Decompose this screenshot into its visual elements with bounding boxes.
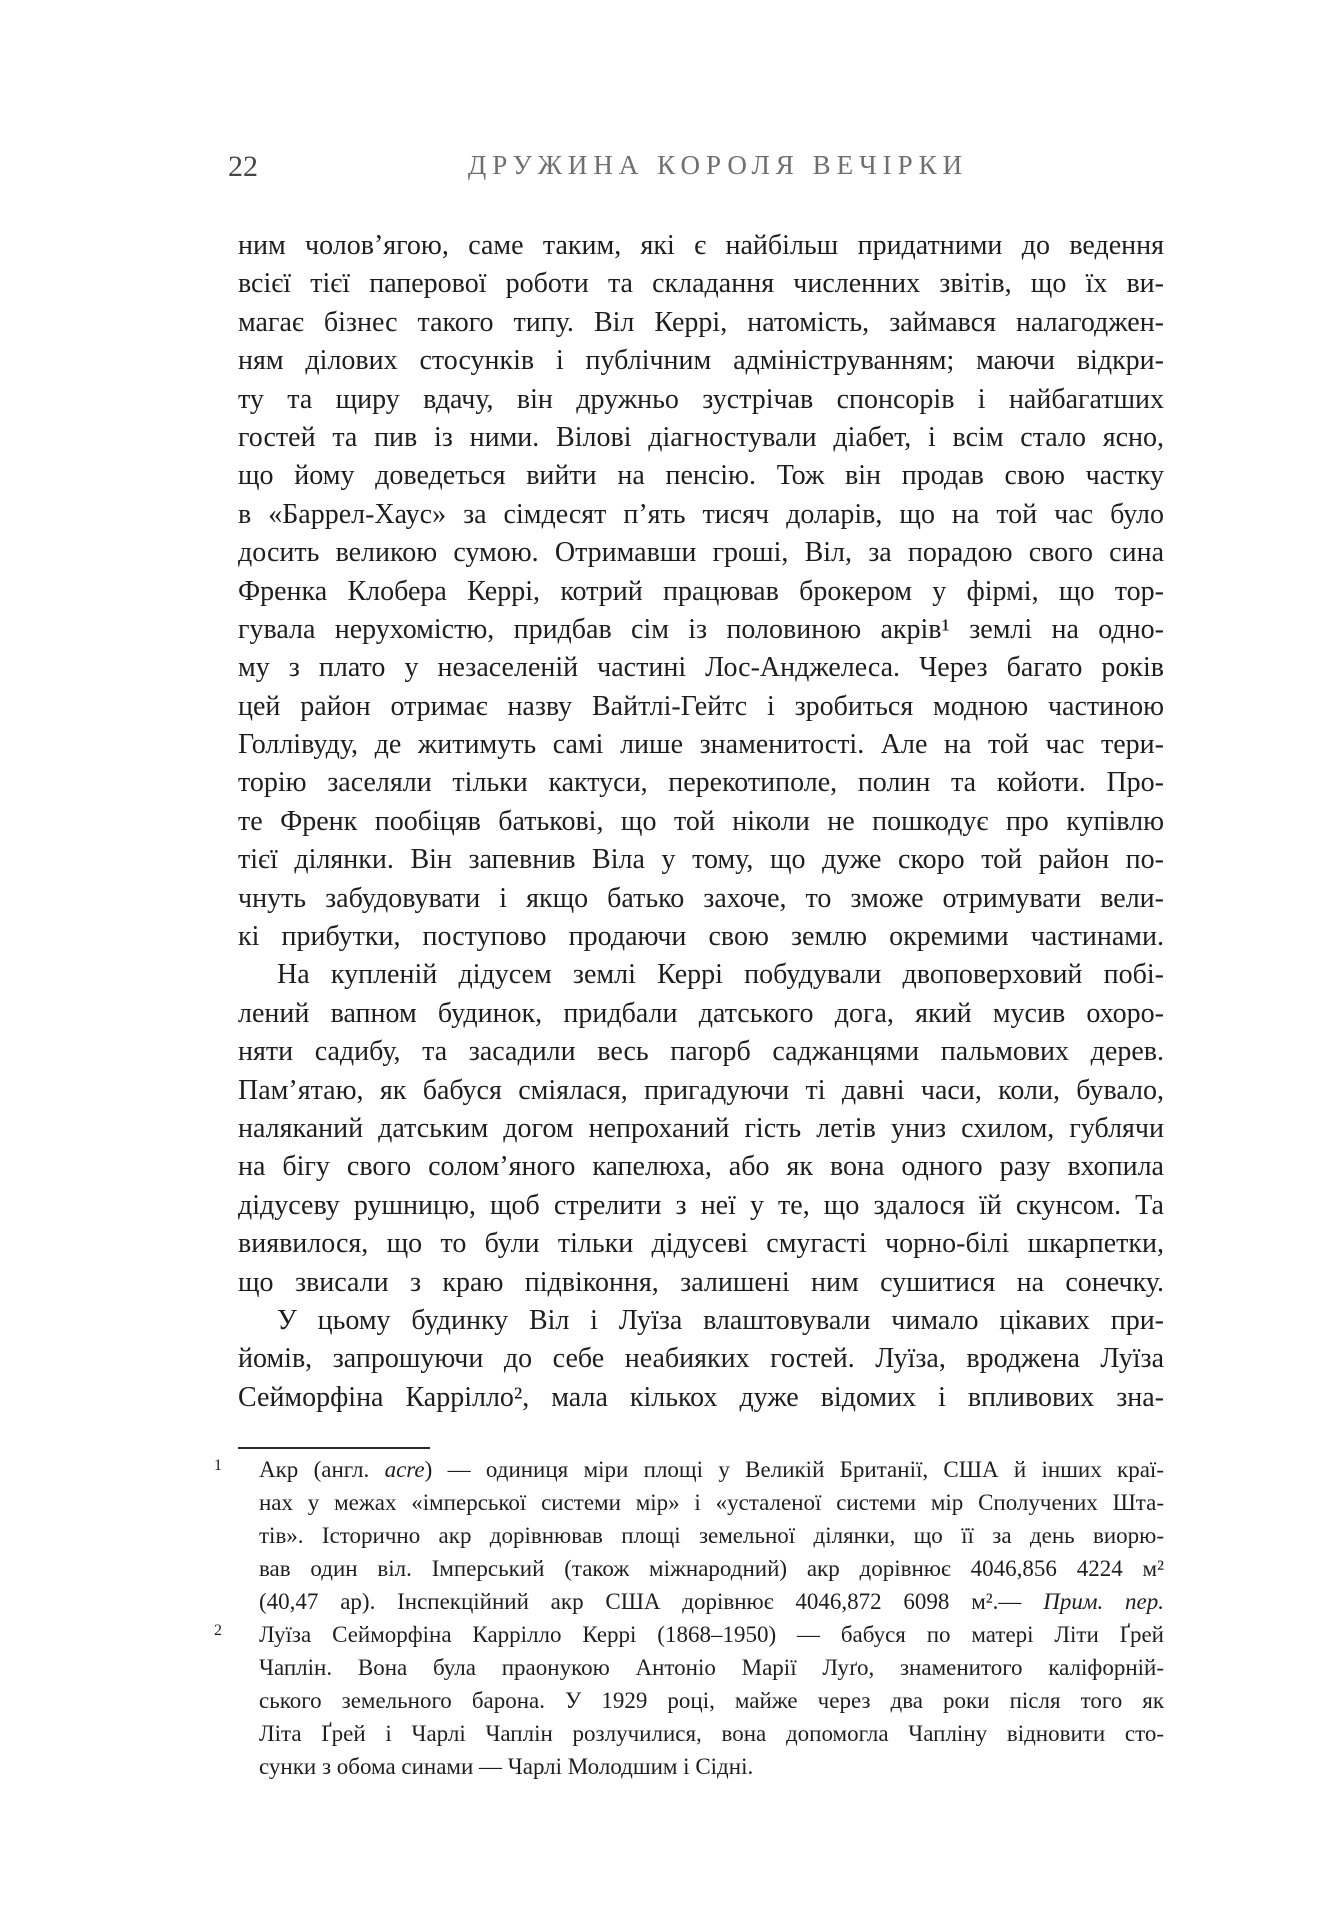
body-text-line: му з плато у незаселеній частині Лос-Анджелеса. Через багато років <box>238 652 1164 684</box>
body-text-line: кі прибутки, поступово продаючи свою землю окремими частинами. <box>238 921 1164 953</box>
body-text-line: йомів, запрошуючи до себе неабияких гостей. Луїза, вроджена Луїза <box>238 1343 1164 1375</box>
footnote-marker: 1 <box>214 1457 222 1474</box>
body-text-line: на бігу свого солом’яного капелюха, або як вона одного разу вхопила <box>238 1151 1164 1183</box>
footnote-line <box>259 1585 1164 1618</box>
footnote-line: вав один віл. Імперський (також міжнародний) акр дорівнює 4046,856 4224 м² <box>259 1556 1164 1581</box>
footnote-line: нах у межах «імперської системи мір» і «усталеної системи мір Сполучених Шта- <box>259 1490 1164 1515</box>
footnote-line: Літа Ґрей і Чарлі Чаплін розлучилися, вона допомогла Чапліну відновити сто- <box>259 1721 1164 1746</box>
body-text-line: досить великою сумою. Отримавши гроші, Віл, за порадою свого сина <box>238 537 1164 569</box>
body-text-line: що звисали з краю підвіконня, залишені ним сушитися на сонечку. <box>238 1266 1164 1298</box>
footnote-line: сунки з обома синами — Чарлі Молодшим і Сідні. <box>259 1754 754 1779</box>
body-text-line: чнуть забудовувати і якщо батько захоче, то зможе отримувати вели- <box>238 882 1164 914</box>
body-text-line-paragraph-start: На купленій дідусем землі Керрі побудували двоповерховий побі- <box>277 959 1164 991</box>
footnote-text-italic: Прим. пер. <box>1043 1589 1164 1614</box>
footnote-1 <box>214 1453 1164 1618</box>
footnote-line: Чаплін. Вона була праонукою Антоніо Марії Луґо, знаменитого каліфорній- <box>259 1655 1164 1680</box>
body-text-line: торію заселяли тільки кактуси, перекотиполе, полин та койоти. Про- <box>238 767 1164 799</box>
body-text-line: Голлівуду, де житимуть самі лише знаменитості. Але на той час тери- <box>238 729 1164 761</box>
running-header <box>228 150 1164 186</box>
body-text-line: магає бізнес такого типу. Віл Керрі, натомість, займався налагоджен- <box>238 306 1164 338</box>
body-text-line: гувала нерухомістю, придбав сім із половиною акрів¹ землі на одно- <box>238 613 1164 645</box>
footnote-text: Акр (англ. <box>259 1457 385 1482</box>
body-text-line: Сейморфіна Каррілло², мала кількох дуже відомих і впливових зна- <box>238 1381 1164 1413</box>
footnote-line: ського земельного барона. У 1929 році, майже через два роки після того як <box>259 1688 1164 1713</box>
body-text-line: ням ділових стосунків і публічним адмініструванням; маючи відкри- <box>238 345 1164 377</box>
body-text-line: дідусеву рушницю, щоб стрелити з неї у те, що здалося їй скунсом. Та <box>238 1189 1164 1221</box>
body-text-line: що йому доведеться вийти на пенсію. Тож він продав свою частку <box>238 460 1164 492</box>
body-text-line: виявилося, що то були тільки дідусеві смугасті чорно-білі шкарпетки, <box>238 1228 1164 1260</box>
body-text-line: наляканий датським догом непроханий гість летів униз схилом, гублячи <box>238 1112 1164 1144</box>
running-title: ДРУЖИНА КОРОЛЯ ВЕЧІРКИ <box>467 150 969 180</box>
body-text-block <box>238 227 1164 1417</box>
body-text-line: ту та щиру вдачу, він дружньо зустрічав спонсорів і найбагатших <box>238 383 1164 415</box>
footnote-line: тів». Історично акр дорівнював площі земельної ділянки, що її за день виорю- <box>259 1523 1164 1548</box>
body-text-line: всієї тієї паперової роботи та складання численних звітів, що їх ви- <box>238 268 1164 300</box>
footnote-text: ) — одиниця міри площі у Великій Британії, США й інших краї- <box>424 1457 1164 1482</box>
footnote-divider <box>238 1447 430 1449</box>
body-text-line: те Френк пообіцяв батькові, що той ніколи не пошкодує про купівлю <box>238 805 1164 837</box>
body-text-line: Френка Клобера Керрі, котрий працював брокером у фірмі, що тор- <box>238 575 1164 607</box>
footnote-line <box>214 1618 1164 1651</box>
body-text-line: Пам’ятаю, як бабуся сміялася, пригадуючи ті давні часи, коли, бувало, <box>238 1074 1164 1106</box>
footnote-text: Луїза Сейморфіна Каррілло Керрі (1868–1950) — бабуся по матері Літи Ґрей <box>259 1622 1164 1647</box>
body-text-line: тієї ділянки. Він запевнив Віла у тому, що дуже скоро той район по- <box>238 844 1164 876</box>
footnote-line <box>214 1453 1164 1486</box>
footnote-marker: 2 <box>214 1622 222 1639</box>
body-text-line: гостей та пив із ними. Вілові діагностували діабет, і всім стало ясно, <box>238 421 1164 453</box>
footnote-text: (40,47 ар). Інспекційний акр США дорівнює 4046,872 6098 м².— <box>259 1589 1044 1614</box>
page-number: 22 <box>228 150 258 183</box>
body-text-line: няти садибу, та засадили весь пагорб саджанцями пальмових дерев. <box>238 1036 1164 1068</box>
footnotes-section <box>214 1453 1164 1783</box>
body-text-line-paragraph-start: У цьому будинку Віл і Луїза влаштовували чимало цікавих при- <box>277 1304 1164 1336</box>
body-text-line: лений вапном будинок, придбали датського дога, який мусив охоро- <box>238 997 1164 1029</box>
footnote-2 <box>214 1618 1164 1783</box>
body-text-line: в «Баррел-Хаус» за сімдесят п’ять тисяч доларів, що на той час було <box>238 498 1164 530</box>
footnote-text-italic: acre <box>384 1457 425 1482</box>
body-text-line: ним чолов’ягою, саме таким, які є найбільш придатними до ведення <box>238 230 1164 261</box>
body-text-line: цей район отримає назву Вайтлі-Гейтс і зробиться модною частиною <box>238 690 1164 722</box>
